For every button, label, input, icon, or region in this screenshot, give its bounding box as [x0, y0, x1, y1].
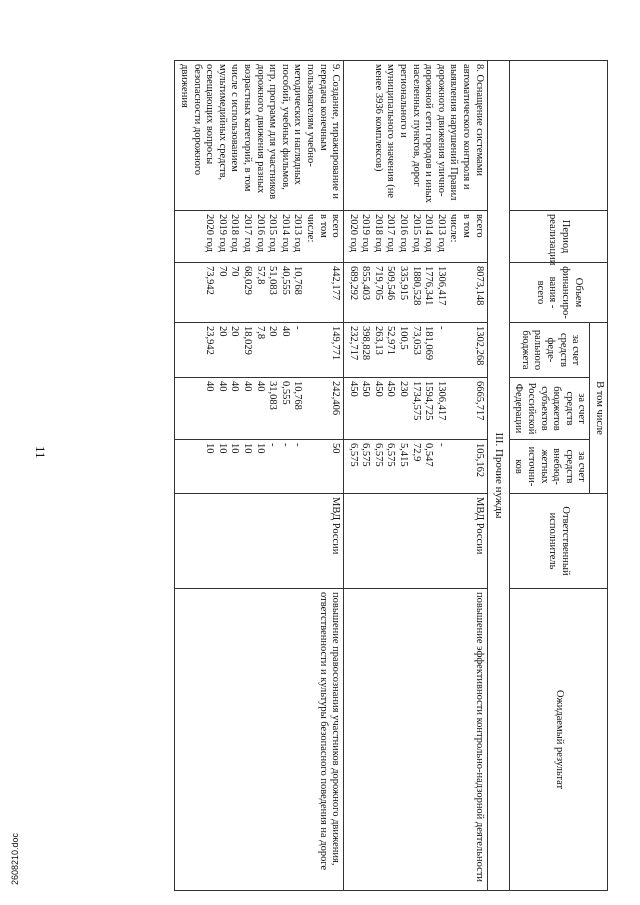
section-title: III. Прочие нужды — [487, 61, 509, 891]
cell-line: 8073,148 — [473, 266, 485, 306]
cell-line: в том — [461, 214, 473, 238]
cell-line: 6,575 — [360, 443, 372, 467]
cell-line — [316, 443, 329, 490]
cell-line: 68,029 — [241, 266, 253, 295]
volume-cell — [175, 263, 344, 323]
cell-line: 2013 год — [435, 214, 447, 252]
cell-line: 105,162 — [473, 443, 485, 478]
cell-line: 40 — [279, 326, 291, 337]
cell-line: 0,547 — [423, 443, 435, 467]
cell-line — [459, 326, 472, 374]
cell-line: 50 — [330, 443, 342, 454]
page-number: 11 — [33, 446, 48, 459]
cell-line: числе: — [448, 214, 460, 243]
event-cell — [175, 61, 344, 211]
federal-cell — [175, 323, 344, 378]
rotated-table-page — [88, 60, 608, 890]
cell-line — [459, 381, 472, 436]
cell-line: 181,069 — [423, 326, 435, 361]
header-volume: Объем финансиро-вания - всего — [509, 263, 607, 323]
cell-line: 450 — [372, 381, 384, 397]
cell-line: 73,053 — [410, 326, 422, 355]
header-regional: за счет средств бюджетов субъектов Российской Федерации — [509, 378, 590, 440]
header-row-1 — [590, 61, 608, 891]
event-text: Создание, тиражирование и передача конечным пользователям учебно-методических и наглядных пособий, учебных фильмов, игр, программ для участников дорожного движения разных возрастных категорий, в том числе с использованием мультимедийных средств, освещающих вопросы безопасности дорожного движения — [179, 64, 342, 200]
cell-line — [303, 443, 316, 490]
cell-line: - — [435, 443, 447, 447]
period-cell — [344, 211, 488, 263]
cell-line: 2019 год — [360, 214, 372, 252]
period-cell — [175, 211, 344, 263]
cell-line: 70 — [216, 266, 228, 277]
result-cell: повышение правосознания участников дорожного движения, ответственности и культуры безопасного поведения на дороге — [175, 589, 344, 891]
executor-cell: МВД России — [175, 494, 344, 589]
cell-line: 509,546 — [385, 266, 397, 301]
cell-line — [459, 266, 472, 319]
cell-line: - — [279, 443, 291, 447]
cell-line: 2015 год — [410, 214, 422, 252]
cell-line: 40 — [241, 381, 253, 392]
cell-line: 100,5 — [398, 326, 410, 350]
cell-line: 1302,268 — [473, 326, 485, 366]
cell-line: 1594,725 — [423, 381, 435, 421]
cell-line: 2017 год — [385, 214, 397, 252]
cell-line: 2014 год — [279, 214, 291, 252]
cell-line: 40 — [204, 381, 216, 392]
cell-line — [316, 266, 329, 319]
cell-line: 10 — [241, 443, 253, 454]
cell-line: 230 — [398, 381, 410, 397]
executor-cell: МВД России — [344, 494, 488, 589]
cell-line — [303, 326, 316, 374]
cell-line: 6,575 — [385, 443, 397, 467]
cell-line: 40 — [216, 381, 228, 392]
cell-line: 2014 год — [423, 214, 435, 252]
cell-line: 689,292 — [347, 266, 359, 301]
header-federal: за счет средств феде-рального бюджета — [509, 323, 590, 378]
cell-line: 1880,528 — [410, 266, 422, 306]
cell-line: 52,971 — [385, 326, 397, 355]
cell-line — [303, 266, 316, 319]
cell-line: 2016 год — [398, 214, 410, 252]
cell-line: 57,8 — [254, 266, 266, 285]
cell-line: 5,415 — [398, 443, 410, 467]
cell-line: 719,705 — [372, 266, 384, 301]
cell-line: 450 — [385, 381, 397, 397]
cell-line: 1734,575 — [410, 381, 422, 421]
cell-line: 6665,717 — [473, 381, 485, 421]
cell-line: 2020 год — [204, 214, 216, 252]
table-row — [175, 61, 344, 891]
cell-line — [316, 381, 329, 436]
cell-line: 1306,417 — [435, 266, 447, 306]
cell-line — [447, 381, 460, 436]
cell-line — [303, 381, 316, 436]
cell-line: 73,942 — [204, 266, 216, 295]
cell-line: всего — [330, 214, 342, 238]
cell-line: 51,083 — [267, 266, 279, 295]
cell-line: 2019 год — [216, 214, 228, 252]
cell-line: 10 — [229, 443, 241, 454]
cell-line: 2018 год — [229, 214, 241, 252]
cell-line: 450 — [347, 381, 359, 397]
result-cell: повышение эффективности контрольно-надзорной деятельности — [344, 589, 488, 891]
cell-line: числе: — [304, 214, 316, 243]
header-in-that-number: В том числе — [590, 323, 608, 494]
cell-line: 10,768 — [292, 266, 304, 295]
cell-line: 1776,341 — [423, 266, 435, 306]
cell-line: 23,942 — [204, 326, 216, 355]
row-index: 9. — [330, 64, 342, 72]
regional-cell — [344, 378, 488, 440]
table-row — [344, 61, 488, 891]
file-label: 2608210.doc — [10, 832, 20, 885]
cell-line: 2016 год — [254, 214, 266, 252]
cell-line: 10,768 — [292, 381, 304, 410]
cell-line: 6,575 — [347, 443, 359, 467]
header-executor: Ответственный исполнитель — [509, 494, 607, 589]
cell-line: 263,13 — [372, 326, 384, 355]
cell-line — [447, 266, 460, 319]
cell-line: 0,555 — [279, 381, 291, 405]
cell-line: 232,717 — [347, 326, 359, 361]
cell-line: 149,771 — [330, 326, 342, 361]
federal-cell — [344, 323, 488, 378]
header-result: Ожидаемый результат — [509, 589, 607, 891]
header-extra: за счет средств внебюд-жетных источни-ков — [509, 440, 590, 494]
cell-line: 10 — [204, 443, 216, 454]
extra-cell — [344, 440, 488, 494]
cell-line — [316, 326, 329, 374]
cell-line: всего — [473, 214, 485, 238]
cell-line — [447, 443, 460, 490]
header-period: Период реализации — [509, 211, 607, 263]
cell-line: 442,177 — [330, 266, 342, 301]
cell-line: 2013 год — [292, 214, 304, 252]
cell-line: 10 — [254, 443, 266, 454]
cell-line: 40 — [229, 381, 241, 392]
financing-table — [174, 60, 608, 891]
cell-line: 2017 год — [241, 214, 253, 252]
cell-line: 242,406 — [330, 381, 342, 416]
section-row — [487, 61, 509, 891]
cell-line: - — [267, 443, 279, 447]
cell-line: 20 — [267, 326, 279, 337]
cell-line: 18,029 — [241, 326, 253, 355]
cell-line: - — [292, 326, 304, 330]
event-text: Оснащение системами автоматического контроля и выявления нарушений Правил дорожного движения улично-дорожной сети городов и иных населенных пунктов, дорог регионального и муниципального значения (не менее 3936 комплексов) — [372, 64, 485, 203]
event-cell — [344, 61, 488, 211]
cell-line: - — [292, 443, 304, 447]
regional-cell — [175, 378, 344, 440]
cell-line: 20 — [216, 326, 228, 337]
cell-line: 855,403 — [360, 266, 372, 301]
cell-line: 70 — [229, 266, 241, 277]
cell-line: 398,828 — [360, 326, 372, 361]
header-event — [509, 61, 607, 211]
cell-line: 450 — [360, 381, 372, 397]
cell-line: 40 — [254, 381, 266, 392]
cell-line: 6,575 — [372, 443, 384, 467]
cell-line: 20 — [229, 326, 241, 337]
volume-cell — [344, 263, 488, 323]
cell-line: в том — [317, 214, 329, 238]
row-index: 8. — [473, 64, 485, 72]
cell-line: 1306,417 — [435, 381, 447, 421]
cell-line — [447, 326, 460, 374]
cell-line: 40,555 — [279, 266, 291, 295]
cell-line: 2020 год — [347, 214, 359, 252]
cell-line: 2015 год — [267, 214, 279, 252]
cell-line: 7,8 — [254, 326, 266, 340]
cell-line: - — [435, 326, 447, 330]
cell-line: 72,9 — [410, 443, 422, 462]
cell-line — [459, 443, 472, 490]
cell-line: 10 — [216, 443, 228, 454]
cell-line: 335,915 — [398, 266, 410, 301]
cell-line: 2018 год — [372, 214, 384, 252]
cell-line: 31,083 — [267, 381, 279, 410]
extra-cell — [175, 440, 344, 494]
